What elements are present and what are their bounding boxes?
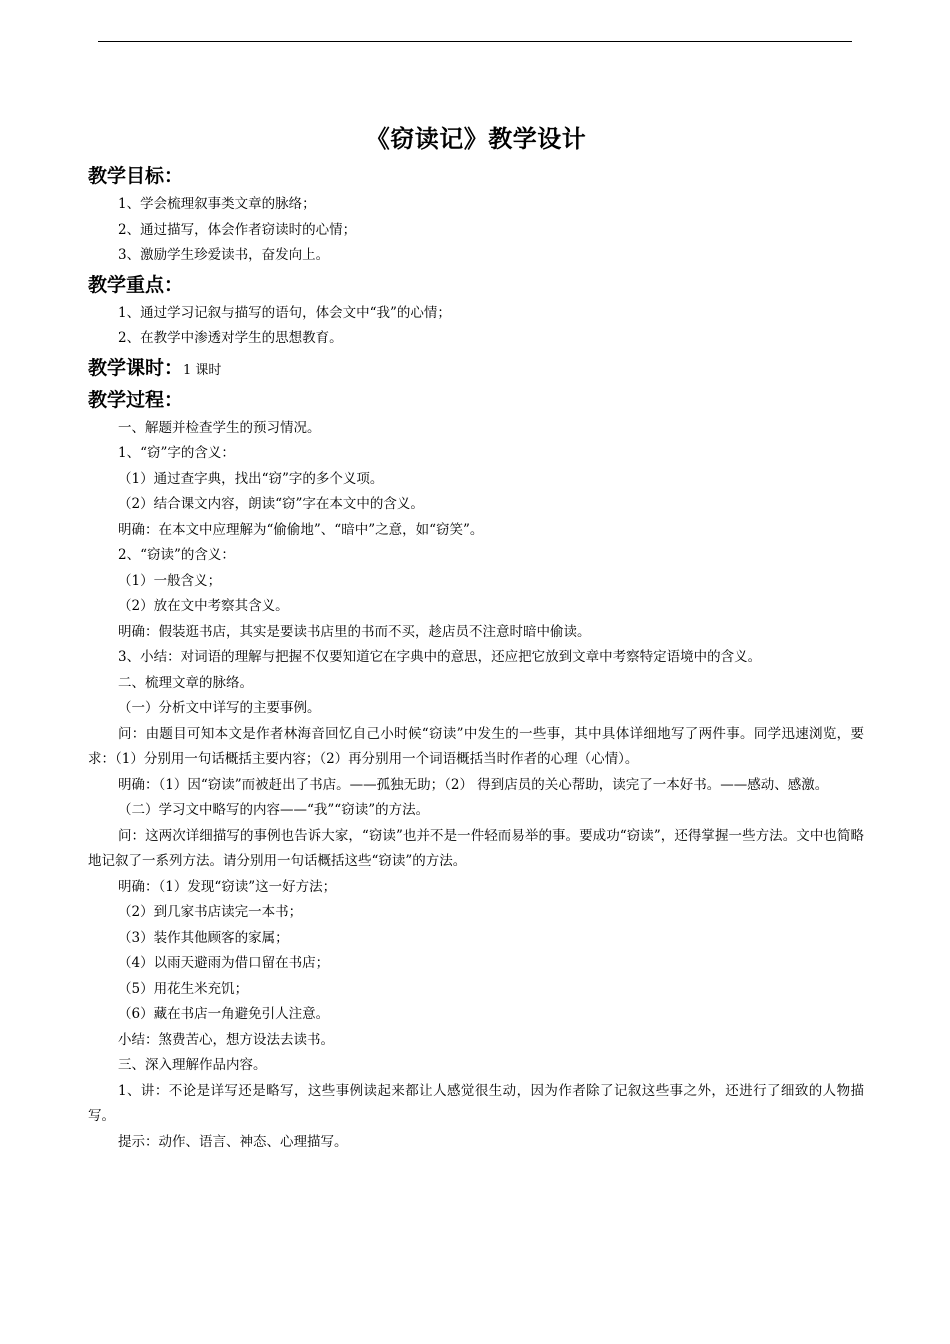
duration-value: 1 课时 <box>183 362 222 378</box>
process-paragraph: （4）以雨天避雨为借口留在书店； <box>118 955 330 971</box>
goal-item: 3、激励学生珍爱读书，奋发向上。 <box>118 247 330 263</box>
process-paragraph: 3、小结：对词语的理解与把握不仅要知道它在字典中的意思，还应把它放到文章中考察特定语境中的含义。 <box>118 649 762 665</box>
key-point-item: 1、通过学习记叙与描写的语句，体会文中“我”的心情； <box>118 304 451 321</box>
goal-item: 2、通过描写，体会作者窃读时的心情； <box>118 221 357 238</box>
process-paragraph: 一、解题并检查学生的预习情况。 <box>118 419 321 436</box>
process-paragraph: 提示：动作、语言、神态、心理描写。 <box>118 1133 348 1150</box>
process-paragraph: （6）藏在书店一角避免引人注意。 <box>118 1006 330 1022</box>
section-heading-goals: 教学目标： <box>88 165 184 187</box>
section-heading-duration <box>88 352 864 384</box>
section-heading-key-points: 教学重点： <box>88 273 184 296</box>
process-paragraph: （1）一般含义； <box>118 572 222 589</box>
process-paragraph: 明确：假装逛书店，其实是要读书店里的书而不买，趁店员不注意时暗中偷读。 <box>118 623 591 640</box>
key-point-item: 2、在教学中渗透对学生的思想教育。 <box>118 330 343 346</box>
process-paragraph: 明确：在本文中应理解为“偷偷地”、“暗中”之意，如“窃笑”。 <box>118 521 484 538</box>
process-paragraph: （3）装作其他顾客的家属； <box>118 929 289 946</box>
process-paragraph: 问：由题目可知本文是作者林海音回忆自己小时候“窃读”中发生的一些事，其中具体详细地写了两件事。同学迅速浏览，要求：（1）分别用一句话概括主要内容；（2）再分别用一个词语概括当时作者的心理（心情）。 <box>88 725 864 767</box>
process-paragraph: 三、深入理解作品内容。 <box>118 1057 267 1073</box>
process-paragraph: （1）通过查字典，找出“窃”字的多个义项。 <box>118 470 384 487</box>
process-paragraph: （5）用花生米充饥； <box>118 980 249 997</box>
process-paragraph: 1、“窃”字的含义： <box>118 445 235 461</box>
process-paragraph: 1、讲：不论是详写还是略写，这些事例读起来都让人感觉很生动，因为作者除了记叙这些事之外，还进行了细致的人物描写。 <box>88 1082 864 1124</box>
duration-heading: 教学课时： <box>88 356 184 379</box>
process-paragraph: （一）分析文中详写的主要事例。 <box>118 700 321 716</box>
process-paragraph: 明确：（1）因“窃读”而被赶出了书店。——孤独无助；（2） 得到店员的关心帮助，读完了一本好书。——感动、感激。 <box>118 776 829 793</box>
header-rule <box>98 41 852 42</box>
process-paragraph: 2、“窃读”的含义： <box>118 547 235 563</box>
document-title: 《窃读记》教学设计 <box>365 124 587 153</box>
process-paragraph: （2）到几家书店读完一本书； <box>118 904 303 920</box>
process-paragraph: 明确：（1）发现“窃读”这一好方法； <box>118 878 337 895</box>
process-paragraph: （二）学习文中略写的内容——“我”“窃读”的方法。 <box>118 802 430 818</box>
process-paragraph: 问：这两次详细描写的事例也告诉大家，“窃读”也并不是一件轻而易举的事。要成功“窃读”，还得掌握一些方法。文中也简略地记叙了一系列方法。请分别用一句话概括这些“窃读”的方法。 <box>88 827 864 869</box>
process-paragraph: 小结：煞费苦心，想方设法去读书。 <box>118 1031 334 1048</box>
goal-item: 1、学会梳理叙事类文章的脉络； <box>118 196 316 212</box>
process-paragraph: 二、梳理文章的脉络。 <box>118 674 253 691</box>
process-paragraph: （2）放在文中考察其含义。 <box>118 598 289 614</box>
process-paragraph: （2）结合课文内容，朗读“窃”字在本文中的含义。 <box>118 496 424 512</box>
document-body <box>88 118 864 1155</box>
section-heading-process: 教学过程： <box>88 388 184 411</box>
